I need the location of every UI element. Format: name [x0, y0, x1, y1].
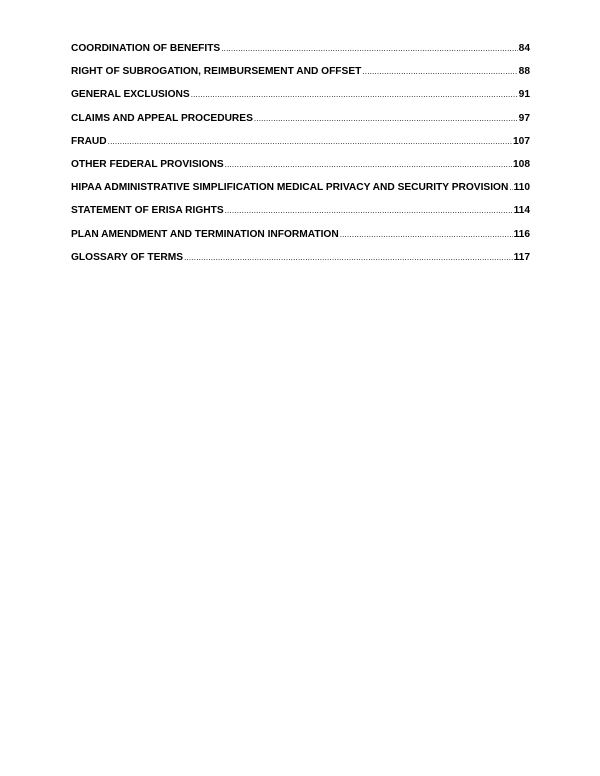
toc-entry-other-federal-provisions[interactable] [71, 159, 530, 182]
dot-leader [221, 44, 517, 53]
toc-entry-page-number: 84 [518, 43, 530, 54]
toc-entry-title: STATEMENT OF ERISA RIGHTS [71, 205, 224, 217]
toc-entry-title: COORDINATION OF BENEFITS [71, 43, 221, 54]
toc-entry-title: CLAIMS AND APPEAL PROCEDURES [71, 112, 253, 124]
dot-leader [254, 114, 518, 123]
dot-leader [225, 160, 512, 169]
toc-entry-general-exclusions[interactable] [71, 89, 530, 112]
toc-entry-fraud[interactable] [71, 136, 530, 159]
toc-entry-glossary-of-terms[interactable] [71, 252, 530, 275]
dot-leader [225, 206, 513, 215]
toc-entry-title: GENERAL EXCLUSIONS [71, 89, 190, 101]
toc-entry-right-of-subrogation[interactable] [71, 66, 530, 89]
toc-entry-title: PLAN AMENDMENT AND TERMINATION INFORMATION [71, 228, 339, 240]
toc-entry-plan-amendment-and-termination[interactable] [71, 229, 530, 252]
toc-entry-coordination-of-benefits[interactable] [71, 43, 530, 66]
toc-entry-title: RIGHT OF SUBROGATION, REIMBURSEMENT AND OFFSET [71, 66, 362, 78]
toc-entry-hipaa-provision[interactable] [71, 182, 530, 205]
toc-entry-page-number: 110 [513, 182, 530, 194]
dot-leader [340, 230, 513, 239]
toc-entry-page-number: 91 [518, 89, 530, 101]
toc-entry-statement-of-erisa-rights[interactable] [71, 205, 530, 228]
dot-leader [191, 90, 518, 99]
toc-entry-title: GLOSSARY OF TERMS [71, 251, 184, 263]
toc-entry-page-number: 116 [513, 228, 530, 240]
toc-entry-page-number: 108 [513, 158, 530, 170]
dot-leader [362, 67, 517, 76]
toc-entry-claims-and-appeal-procedures[interactable] [71, 113, 530, 136]
toc-entry-title: OTHER FEDERAL PROVISIONS [71, 158, 224, 170]
table-of-contents [71, 43, 530, 275]
toc-entry-title: FRAUD [71, 135, 107, 147]
dot-leader [184, 253, 512, 262]
toc-entry-title: HIPAA ADMINISTRATIVE SIMPLIFICATION MEDICAL PRIVACY AND SECURITY PROVISION [71, 182, 509, 194]
toc-entry-page-number: 117 [513, 251, 530, 263]
dot-leader [509, 183, 512, 192]
toc-entry-page-number: 97 [518, 112, 530, 124]
toc-entry-page-number: 88 [518, 66, 530, 78]
toc-entry-page-number: 107 [513, 135, 530, 147]
toc-entry-page-number: 114 [513, 205, 530, 217]
dot-leader [108, 137, 512, 146]
